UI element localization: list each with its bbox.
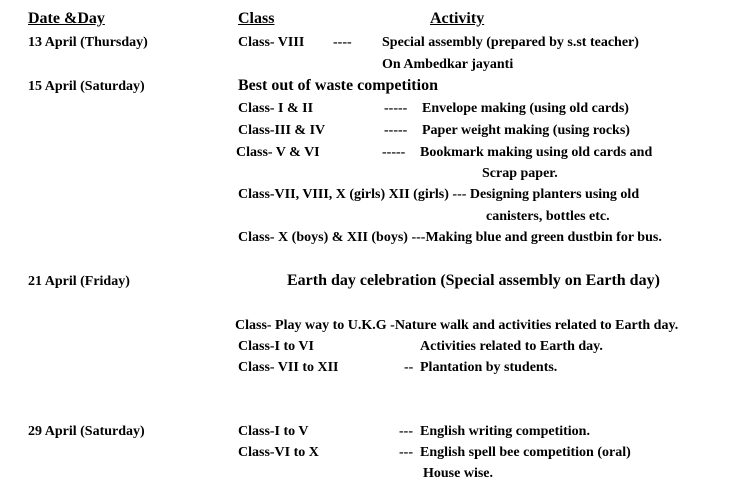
event-date: 29 April (Saturday) bbox=[28, 424, 145, 439]
class-label: Class- V & VI bbox=[236, 145, 320, 160]
event-title: Best out of waste competition bbox=[238, 77, 438, 94]
activity-text: Paper weight making (using rocks) bbox=[422, 123, 630, 138]
activity-text: English writing competition. bbox=[420, 424, 590, 439]
event-date: 15 April (Saturday) bbox=[28, 79, 145, 94]
separator: ----- bbox=[382, 145, 406, 160]
header-activity: Activity bbox=[430, 10, 485, 27]
separator: ----- bbox=[384, 101, 408, 116]
activity-text-cont: On Ambedkar jayanti bbox=[382, 57, 514, 72]
activity-text-cont: Scrap paper. bbox=[482, 166, 558, 181]
header-class: Class bbox=[238, 10, 275, 27]
class-label: Class-III & IV bbox=[238, 123, 326, 138]
activity-text-cont: House wise. bbox=[423, 466, 493, 481]
activity-text: English spell bee competition (oral) bbox=[420, 445, 631, 460]
class-label: Class- VIII bbox=[238, 35, 305, 50]
class-activity-line: Class- X (boys) & XII (boys) ---Making blue and green dustbin for bus. bbox=[238, 230, 662, 245]
event-date: 21 April (Friday) bbox=[28, 274, 130, 289]
header-date-day: Date &Day bbox=[28, 10, 105, 27]
activity-text: Plantation by students. bbox=[420, 360, 558, 375]
class-label: Class-I to V bbox=[238, 424, 309, 439]
class-label: Class- I & II bbox=[238, 101, 314, 116]
activity-text: Activities related to Earth day. bbox=[420, 339, 603, 354]
class-label: Class- VII to XII bbox=[238, 360, 339, 375]
separator: --- bbox=[399, 424, 413, 439]
separator: -- bbox=[404, 360, 414, 375]
activity-text: Bookmark making using old cards and bbox=[420, 145, 653, 160]
separator: --- bbox=[399, 445, 413, 460]
separator: ---- bbox=[333, 35, 352, 50]
class-activity-line: Class- Play way to U.K.G -Nature walk and activities related to Earth day. bbox=[235, 318, 679, 333]
event-date: 13 April (Thursday) bbox=[28, 35, 148, 50]
class-label: Class-VI to X bbox=[238, 445, 319, 460]
class-label: Class-I to VI bbox=[238, 339, 314, 354]
separator: ----- bbox=[384, 123, 408, 138]
class-activity-line: Class-VII, VIII, X (girls) XII (girls) --- Designing planters using old bbox=[238, 187, 640, 202]
event-title: Earth day celebration (Special assembly on Earth day) bbox=[287, 272, 660, 289]
activity-text: Envelope making (using old cards) bbox=[422, 101, 629, 116]
activity-text-cont: canisters, bottles etc. bbox=[486, 209, 610, 224]
activity-text: Special assembly (prepared by s.st teacher) bbox=[382, 35, 639, 50]
